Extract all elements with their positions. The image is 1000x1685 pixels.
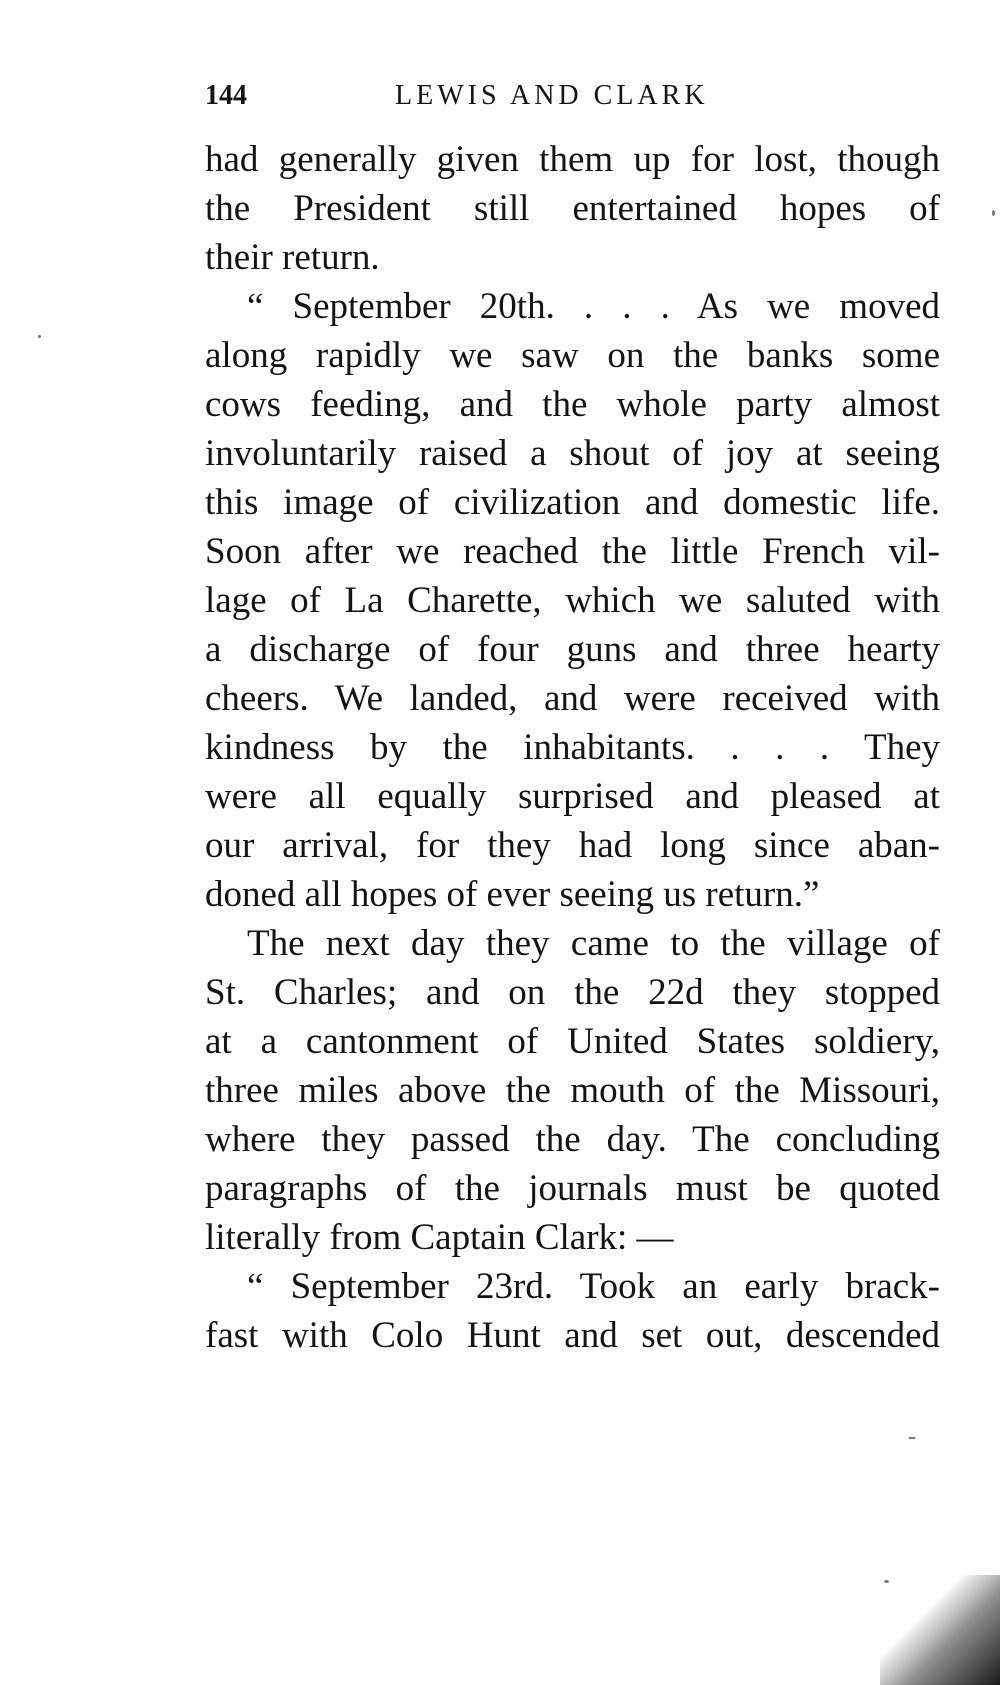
text-line: fast with Colo Hunt and set out, descended: [205, 1315, 940, 1356]
page-header: [205, 80, 940, 120]
text-line: this image of civilization and domestic life.: [205, 482, 940, 523]
paragraph: [205, 282, 940, 919]
text-line: The next day they came to the village of: [247, 923, 940, 964]
scan-speck: [38, 335, 41, 338]
text-line: St. Charles; and on the 22d they stopped: [205, 972, 940, 1013]
paragraph: [205, 135, 940, 282]
text-line: were all equally surprised and pleased at: [205, 776, 940, 817]
text-line: doned all hopes of ever seeing us return.”: [205, 874, 820, 915]
paragraph: [205, 919, 940, 1262]
text-line: Soon after we reached the little French vil-: [205, 531, 940, 572]
text-line: their return.: [205, 237, 380, 278]
page-number: 144: [205, 80, 247, 111]
text-line: lage of La Charette, which we saluted with: [205, 580, 940, 621]
text-line: involuntarily raised a shout of joy at seeing: [205, 433, 940, 474]
text-line: cheers. We landed, and were received with: [205, 678, 940, 719]
text-line: along rapidly we saw on the banks some: [205, 335, 940, 376]
text-line: the President still entertained hopes of: [205, 188, 940, 229]
scan-speck: [884, 1580, 889, 1583]
text-line: kindness by the inhabitants. . . . They: [205, 727, 940, 768]
text-line: paragraphs of the journals must be quoted: [205, 1168, 940, 1209]
running-head: LEWIS AND CLARK: [395, 80, 709, 111]
text-line: at a cantonment of United States soldiery,: [205, 1021, 940, 1062]
text-line: cows feeding, and the whole party almost: [205, 384, 940, 425]
paragraph: [205, 1262, 940, 1360]
scan-shadow: [880, 1575, 1000, 1685]
text-line: literally from Captain Clark: —: [205, 1217, 674, 1258]
text-line: a discharge of four guns and three hearty: [205, 629, 940, 670]
text-line: had generally given them up for lost, though: [205, 139, 940, 180]
text-line: three miles above the mouth of the Missouri,: [205, 1070, 940, 1111]
text-line: our arrival, for they had long since aban-: [205, 825, 940, 866]
text-line: where they passed the day. The concluding: [205, 1119, 940, 1160]
text-line: “ September 20th. . . . As we moved: [247, 286, 940, 327]
scan-speck: [908, 1437, 916, 1439]
scan-speck: [992, 210, 995, 216]
body-text: [205, 135, 940, 1360]
text-line: “ September 23rd. Took an early brack-: [247, 1266, 940, 1307]
